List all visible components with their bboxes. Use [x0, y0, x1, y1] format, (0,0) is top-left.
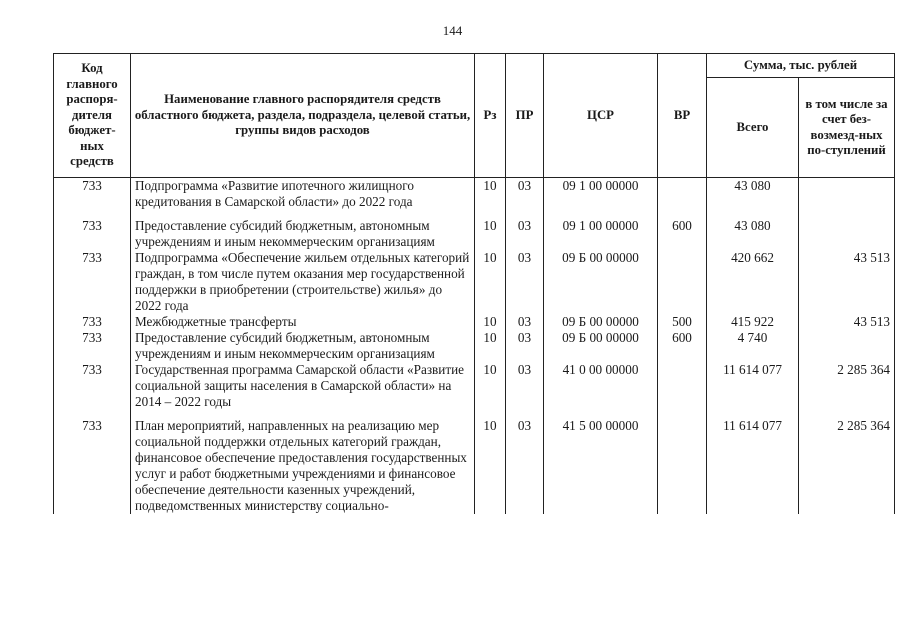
cell-name: Предоставление субсидий бюджетным, автономным учреждениям и иным некоммерческим организациям [131, 218, 475, 250]
cell-csr: 09 Б 00 00000 [544, 314, 658, 330]
cell-free: 2 285 364 [799, 362, 895, 418]
header-vr: ВР [658, 54, 707, 178]
cell-free [799, 330, 895, 362]
table-row [54, 418, 895, 514]
cell-csr: 41 5 00 00000 [544, 418, 658, 514]
cell-total: 43 080 [707, 218, 799, 250]
cell-vr [658, 250, 707, 314]
cell-free: 43 513 [799, 250, 895, 314]
cell-code: 733 [54, 418, 131, 514]
cell-vr [658, 362, 707, 418]
table-row [54, 362, 895, 418]
cell-rz: 10 [475, 418, 506, 514]
header-total: Всего [707, 78, 799, 178]
cell-name: План мероприятий, направленных на реализацию мер социальной поддержки отдельных категорий граждан, финансовое обеспечение предоставления государственных услуг и работ бюджетными учреждениями и финансовое обеспечение деятельности казенных учреждений, подведомственных министерству социально- [131, 418, 475, 514]
cell-total: 415 922 [707, 314, 799, 330]
table-row [54, 218, 895, 250]
budget-table [53, 53, 895, 514]
cell-pr: 03 [506, 250, 544, 314]
cell-pr: 03 [506, 314, 544, 330]
cell-csr: 09 1 00 00000 [544, 218, 658, 250]
cell-code: 733 [54, 218, 131, 250]
cell-code: 733 [54, 250, 131, 314]
cell-total: 4 740 [707, 330, 799, 362]
cell-vr [658, 418, 707, 514]
cell-vr: 600 [658, 218, 707, 250]
cell-free [799, 218, 895, 250]
cell-name: Государственная программа Самарской области «Развитие социальной защиты населения в Самарской области» на 2014 – 2022 годы [131, 362, 475, 418]
header-pr: ПР [506, 54, 544, 178]
cell-rz: 10 [475, 330, 506, 362]
table-row [54, 250, 895, 314]
cell-pr: 03 [506, 330, 544, 362]
cell-rz: 10 [475, 218, 506, 250]
cell-vr [658, 178, 707, 219]
header-sum: Сумма, тыс. рублей [707, 54, 895, 78]
header-code: Код главного распоря-дителя бюджет-ных средств [54, 54, 131, 178]
cell-pr: 03 [506, 362, 544, 418]
cell-total: 43 080 [707, 178, 799, 219]
table-row [54, 330, 895, 362]
cell-rz: 10 [475, 314, 506, 330]
cell-code: 733 [54, 178, 131, 219]
cell-name: Подпрограмма «Развитие ипотечного жилищного кредитования в Самарской области» до 2022 года [131, 178, 475, 219]
cell-vr: 600 [658, 330, 707, 362]
header-csr: ЦСР [544, 54, 658, 178]
cell-free: 43 513 [799, 314, 895, 330]
cell-rz: 10 [475, 178, 506, 219]
cell-free: 2 285 364 [799, 418, 895, 514]
cell-free [799, 178, 895, 219]
cell-code: 733 [54, 362, 131, 418]
cell-pr: 03 [506, 418, 544, 514]
cell-vr: 500 [658, 314, 707, 330]
cell-total: 420 662 [707, 250, 799, 314]
header-name: Наименование главного распорядителя средств областного бюджета, раздела, подраздела, целевой статьи, группы видов расходов [131, 54, 475, 178]
cell-csr: 09 1 00 00000 [544, 178, 658, 219]
table-row [54, 178, 895, 219]
cell-name: Межбюджетные трансферты [131, 314, 475, 330]
cell-name: Предоставление субсидий бюджетным, автономным учреждениям и иным некоммерческим организациям [131, 330, 475, 362]
cell-csr: 41 0 00 00000 [544, 362, 658, 418]
cell-csr: 09 Б 00 00000 [544, 250, 658, 314]
cell-total: 11 614 077 [707, 418, 799, 514]
header-free: в том числе за счет без-возмезд-ных по-ступлений [799, 78, 895, 178]
cell-code: 733 [54, 330, 131, 362]
cell-csr: 09 Б 00 00000 [544, 330, 658, 362]
cell-total: 11 614 077 [707, 362, 799, 418]
cell-pr: 03 [506, 178, 544, 219]
cell-pr: 03 [506, 218, 544, 250]
header-rz: Рз [475, 54, 506, 178]
cell-rz: 10 [475, 362, 506, 418]
cell-name: Подпрограмма «Обеспечение жильем отдельных категорий граждан, в том числе путем оказания мер государственной поддержки в приобретении (строительстве) жилья» до 2022 года [131, 250, 475, 314]
page-number: 144 [442, 23, 463, 38]
cell-code: 733 [54, 314, 131, 330]
table-row [54, 314, 895, 330]
cell-rz: 10 [475, 250, 506, 314]
